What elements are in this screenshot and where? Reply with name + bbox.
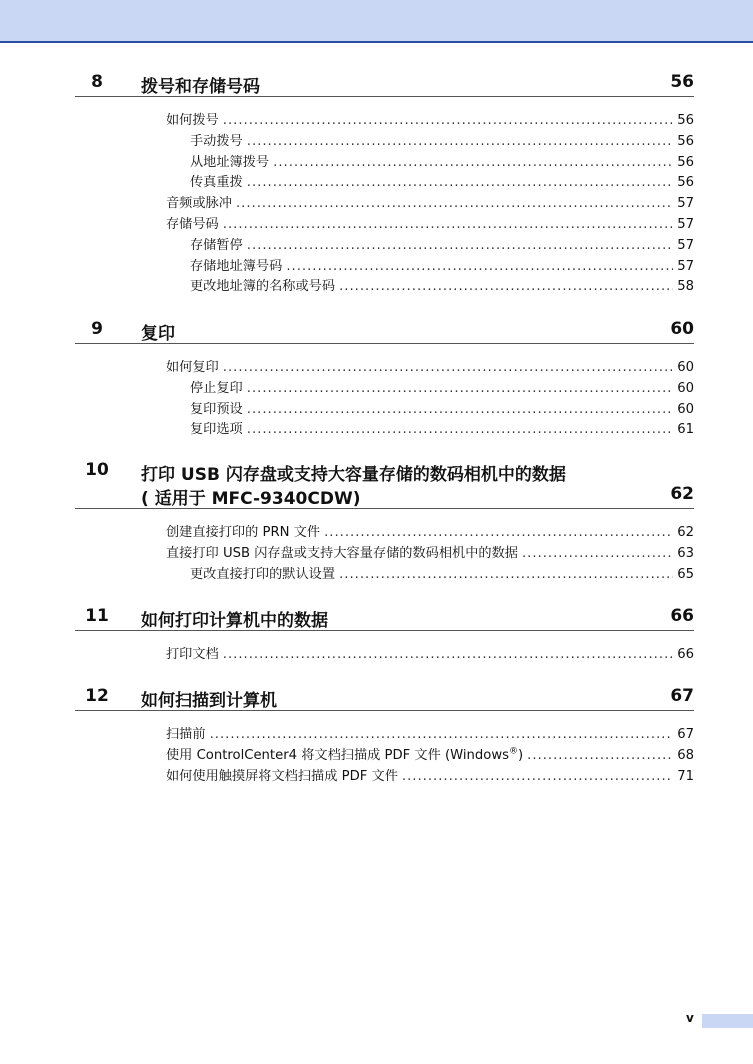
entry-title: 复印预设 bbox=[190, 401, 243, 417]
header-band bbox=[0, 0, 753, 43]
entry-page: 56 bbox=[677, 113, 694, 128]
toc-entries bbox=[75, 643, 694, 664]
toc-entry[interactable] bbox=[75, 744, 694, 765]
chapter-heading bbox=[75, 460, 694, 509]
dot-leader bbox=[223, 113, 673, 128]
entry-title-main: 使用 ControlCenter4 将文档扫描成 PDF 文件 (Windows bbox=[166, 747, 509, 763]
toc-entries bbox=[75, 521, 694, 583]
entry-page: 60 bbox=[677, 401, 694, 417]
dot-leader bbox=[223, 217, 673, 232]
entry-title: 直接打印 USB 闪存盘或支持大容量存储的数码相机中的数据 bbox=[166, 545, 518, 561]
chapter-11 bbox=[75, 606, 694, 664]
page-number: v bbox=[686, 1011, 694, 1025]
entry-page: 58 bbox=[677, 279, 694, 295]
chapter-number: 9 bbox=[91, 319, 103, 339]
dot-leader bbox=[210, 727, 674, 742]
entry-page: 71 bbox=[677, 768, 694, 784]
entry-title: 传真重拨 bbox=[190, 175, 243, 191]
toc-entry[interactable] bbox=[75, 356, 694, 377]
entry-page: 57 bbox=[677, 196, 694, 212]
entry-page: 57 bbox=[677, 258, 694, 274]
chapter-number: 11 bbox=[85, 606, 109, 626]
toc-entry[interactable] bbox=[75, 723, 694, 744]
chapter-title: 复印 bbox=[141, 324, 175, 344]
entry-page: 57 bbox=[677, 237, 694, 253]
toc-entry[interactable] bbox=[75, 213, 694, 234]
dot-leader bbox=[247, 134, 673, 149]
entry-title: 手动拨号 bbox=[190, 133, 243, 149]
chapter-12 bbox=[75, 686, 694, 785]
chapter-10 bbox=[75, 460, 694, 583]
toc-entries bbox=[75, 723, 694, 785]
entry-page: 57 bbox=[677, 216, 694, 232]
dot-leader bbox=[324, 525, 673, 540]
chapter-page: 67 bbox=[670, 686, 694, 706]
dot-leader bbox=[402, 769, 673, 784]
toc-entry[interactable] bbox=[75, 542, 694, 563]
chapter-heading bbox=[75, 606, 694, 631]
entry-title: 存储地址簿号码 bbox=[190, 258, 283, 274]
dot-leader bbox=[273, 155, 673, 170]
chapter-page: 62 bbox=[670, 484, 694, 504]
toc-entry[interactable] bbox=[75, 130, 694, 151]
entry-title: 打印文档 bbox=[166, 647, 219, 662]
entry-title: 创建直接打印的 PRN 文件 bbox=[166, 525, 321, 540]
toc-entry[interactable] bbox=[75, 151, 694, 172]
chapter-title: 如何扫描到计算机 bbox=[141, 691, 277, 711]
chapter-title-line-2: ( 适用于 MFC-9340CDW) bbox=[141, 489, 361, 509]
chapter-number: 8 bbox=[91, 72, 103, 92]
toc-entry[interactable] bbox=[75, 171, 694, 192]
toc-entry[interactable] bbox=[75, 109, 694, 130]
toc-entry[interactable] bbox=[75, 234, 694, 255]
entry-title: 从地址簿拨号 bbox=[190, 154, 270, 170]
entry-title: 更改地址簿的名称或号码 bbox=[190, 279, 336, 295]
toc-entries bbox=[75, 356, 694, 439]
entry-page: 60 bbox=[677, 360, 694, 375]
dot-leader bbox=[247, 238, 673, 253]
entry-page: 65 bbox=[677, 566, 694, 582]
registered-mark: ® bbox=[508, 746, 518, 757]
entry-title: 扫描前 bbox=[166, 727, 206, 742]
dot-leader bbox=[223, 647, 673, 662]
entry-page: 68 bbox=[677, 747, 694, 763]
chapter-number: 12 bbox=[85, 686, 109, 706]
dot-leader bbox=[223, 360, 673, 375]
entry-title: 存储号码 bbox=[166, 216, 219, 232]
entry-page: 56 bbox=[677, 133, 694, 149]
chapter-title: 拨号和存储号码 bbox=[141, 77, 260, 97]
entry-title: 如何使用触摸屏将文档扫描成 PDF 文件 bbox=[166, 768, 398, 784]
toc-entry[interactable] bbox=[75, 398, 694, 419]
dot-leader bbox=[286, 259, 673, 274]
chapter-number: 10 bbox=[85, 460, 109, 480]
footer-tab bbox=[702, 1014, 753, 1028]
entry-title: 存储暂停 bbox=[190, 237, 243, 253]
entry-page: 66 bbox=[677, 647, 694, 662]
entry-page: 61 bbox=[677, 422, 694, 438]
dot-leader bbox=[527, 748, 673, 763]
toc-entry[interactable] bbox=[75, 377, 694, 398]
dot-leader bbox=[339, 567, 673, 582]
toc-entry[interactable] bbox=[75, 765, 694, 786]
chapter-page: 66 bbox=[670, 606, 694, 626]
entry-page: 56 bbox=[677, 154, 694, 170]
dot-leader bbox=[236, 196, 673, 211]
dot-leader bbox=[339, 279, 673, 294]
entry-title: 更改直接打印的默认设置 bbox=[190, 566, 336, 582]
dot-leader bbox=[247, 422, 673, 437]
entry-page: 63 bbox=[677, 545, 694, 561]
chapter-page: 56 bbox=[670, 72, 694, 92]
entry-title: 复印选项 bbox=[190, 422, 243, 438]
toc-entry[interactable] bbox=[75, 275, 694, 296]
entry-title bbox=[166, 744, 523, 763]
chapter-heading bbox=[75, 686, 694, 711]
dot-leader bbox=[247, 381, 673, 396]
dot-leader bbox=[247, 402, 673, 417]
chapter-9 bbox=[75, 319, 694, 439]
entry-page: 56 bbox=[677, 175, 694, 191]
toc-entry[interactable] bbox=[75, 521, 694, 542]
entry-title: 如何拨号 bbox=[166, 113, 219, 128]
entry-title: 如何复印 bbox=[166, 360, 219, 375]
chapter-heading bbox=[75, 319, 694, 344]
chapter-title: 打印 USB 闪存盘或支持大容量存储的数码相机中的数据 bbox=[141, 465, 566, 485]
toc-entries bbox=[75, 109, 694, 296]
toc-entry[interactable] bbox=[75, 255, 694, 276]
chapter-8 bbox=[75, 72, 694, 296]
entry-title-end: ) bbox=[517, 747, 524, 763]
chapter-heading bbox=[75, 72, 694, 97]
toc-entry[interactable] bbox=[75, 192, 694, 213]
toc-entry[interactable] bbox=[75, 418, 694, 439]
chapter-page: 60 bbox=[670, 319, 694, 339]
entry-page: 67 bbox=[677, 727, 694, 742]
toc-entry[interactable] bbox=[75, 643, 694, 664]
entry-title: 停止复印 bbox=[190, 380, 243, 396]
entry-page: 62 bbox=[677, 525, 694, 540]
toc-entry[interactable] bbox=[75, 563, 694, 584]
dot-leader bbox=[522, 546, 673, 561]
entry-title: 音频或脉冲 bbox=[166, 196, 232, 212]
entry-page: 60 bbox=[677, 380, 694, 396]
dot-leader bbox=[247, 175, 673, 190]
chapter-title: 如何打印计算机中的数据 bbox=[141, 611, 328, 631]
